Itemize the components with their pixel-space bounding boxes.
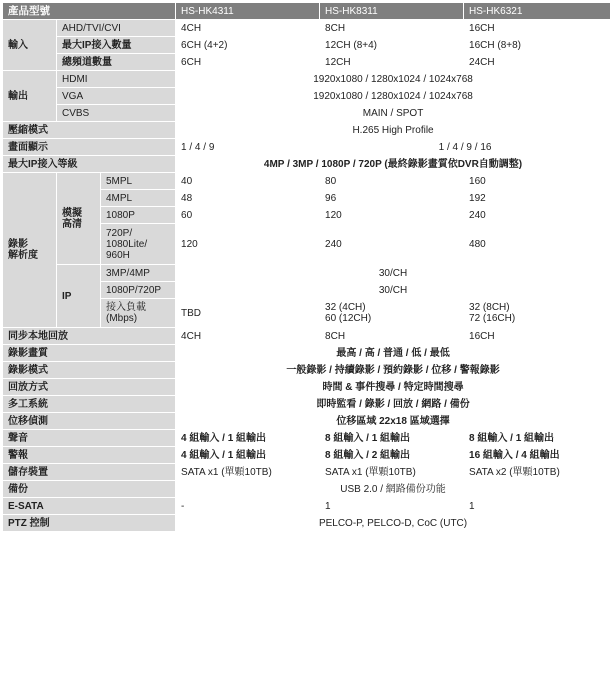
analog-value: 120 xyxy=(176,224,320,265)
model-2: HS-HK8311 xyxy=(320,3,464,20)
rec-mode-value: 一般錄影 / 持續錄影 / 預約錄影 / 位移 / 警報錄影 xyxy=(176,362,611,379)
output-value: MAIN / SPOT xyxy=(176,105,611,122)
output-row-label: VGA xyxy=(57,88,176,105)
esata-value: - xyxy=(176,498,320,515)
analog-value: 40 xyxy=(176,173,320,190)
storage-value: SATA x1 (單顆10TB) xyxy=(320,464,464,481)
analog-value: 240 xyxy=(320,224,464,265)
analog-label: 模擬 高清 xyxy=(57,173,101,265)
input-value: 6CH (4+2) xyxy=(176,37,320,54)
sync-playback-label: 同步本地回放 xyxy=(3,328,176,345)
analog-value: 96 xyxy=(320,190,464,207)
output-value: 1920x1080 / 1280x1024 / 1024x768 xyxy=(176,71,611,88)
display-label: 畫面顯示 xyxy=(3,139,176,156)
multitask-value: 即時監看 / 錄影 / 回放 / 網路 / 備份 xyxy=(176,396,611,413)
audio-label: 聲音 xyxy=(3,430,176,447)
input-value: 12CH xyxy=(320,54,464,71)
model-3: HS-HK6321 xyxy=(464,3,611,20)
input-row-label: 最大IP接入數量 xyxy=(57,37,176,54)
ip-value: 30/CH xyxy=(176,265,611,282)
spec-table xyxy=(2,2,611,532)
ptz-value: PELCO-P, PELCO-D, CoC (UTC) xyxy=(176,515,611,532)
header-title: 產品型號 xyxy=(3,3,176,20)
sync-playback-value: 8CH xyxy=(320,328,464,345)
input-value: 16CH (8+8) xyxy=(464,37,611,54)
esata-value: 1 xyxy=(320,498,464,515)
sync-playback-value: 16CH xyxy=(464,328,611,345)
analog-value: 120 xyxy=(320,207,464,224)
rec-mode-label: 錄影模式 xyxy=(3,362,176,379)
input-group-label: 輸入 xyxy=(3,20,57,71)
storage-value: SATA x1 (單顆10TB) xyxy=(176,464,320,481)
output-row-label: HDMI xyxy=(57,71,176,88)
ip-label: IP xyxy=(57,265,101,328)
sync-playback-value: 4CH xyxy=(176,328,320,345)
ip-value: 32 (8CH) 72 (16CH) xyxy=(464,299,611,328)
rec-quality-label: 錄影畫質 xyxy=(3,345,176,362)
input-value: 6CH xyxy=(176,54,320,71)
alarm-label: 警報 xyxy=(3,447,176,464)
alarm-value: 4 組輸入 / 1 組輸出 xyxy=(176,447,320,464)
rec-quality-value: 最高 / 高 / 普通 / 低 / 最低 xyxy=(176,345,611,362)
analog-row-label: 4MPL xyxy=(101,190,176,207)
motion-label: 位移偵測 xyxy=(3,413,176,430)
analog-value: 192 xyxy=(464,190,611,207)
max-ip-label: 最大IP接入等級 xyxy=(3,156,176,173)
analog-row-label: 720P/ 1080Lite/ 960H xyxy=(101,224,176,265)
output-row-label: CVBS xyxy=(57,105,176,122)
analog-value: 80 xyxy=(320,173,464,190)
analog-row-label: 1080P xyxy=(101,207,176,224)
analog-value: 480 xyxy=(464,224,611,265)
motion-value: 位移區域 22x18 區域選擇 xyxy=(176,413,611,430)
multitask-label: 多工系統 xyxy=(3,396,176,413)
esata-label: E-SATA xyxy=(3,498,176,515)
input-value: 4CH xyxy=(176,20,320,37)
analog-value: 160 xyxy=(464,173,611,190)
analog-value: 240 xyxy=(464,207,611,224)
alarm-value: 16 組輸入 / 4 組輸出 xyxy=(464,447,611,464)
audio-value: 8 組輸入 / 1 組輸出 xyxy=(464,430,611,447)
compression-value: H.265 High Profile xyxy=(176,122,611,139)
input-value: 8CH xyxy=(320,20,464,37)
ip-value: TBD xyxy=(176,299,320,328)
storage-label: 儲存裝置 xyxy=(3,464,176,481)
ptz-label: PTZ 控制 xyxy=(3,515,176,532)
alarm-value: 8 組輸入 / 2 組輸出 xyxy=(320,447,464,464)
ip-row-label: 1080P/720P xyxy=(101,282,176,299)
storage-value: SATA x2 (單顆10TB) xyxy=(464,464,611,481)
output-group-label: 輸出 xyxy=(3,71,57,122)
input-value: 24CH xyxy=(464,54,611,71)
output-value: 1920x1080 / 1280x1024 / 1024x768 xyxy=(176,88,611,105)
input-value: 16CH xyxy=(464,20,611,37)
compression-label: 壓縮模式 xyxy=(3,122,176,139)
max-ip-value: 4MP / 3MP / 1080P / 720P (最終錄影畫質依DVR自動調整) xyxy=(176,156,611,173)
ip-row-label: 3MP/4MP xyxy=(101,265,176,282)
analog-value: 48 xyxy=(176,190,320,207)
display-value-1: 1 / 4 / 9 xyxy=(176,139,320,156)
display-value-2: 1 / 4 / 9 / 16 xyxy=(320,139,611,156)
input-value: 12CH (8+4) xyxy=(320,37,464,54)
audio-value: 4 組輸入 / 1 組輸出 xyxy=(176,430,320,447)
model-1: HS-HK4311 xyxy=(176,3,320,20)
backup-value: USB 2.0 / 網路備份功能 xyxy=(176,481,611,498)
audio-value: 8 組輸入 / 1 組輸出 xyxy=(320,430,464,447)
playback-mode-label: 回放方式 xyxy=(3,379,176,396)
input-row-label: AHD/TVI/CVI xyxy=(57,20,176,37)
ip-value: 30/CH xyxy=(176,282,611,299)
playback-mode-value: 時間 & 事件搜尋 / 特定時間搜尋 xyxy=(176,379,611,396)
analog-row-label: 5MPL xyxy=(101,173,176,190)
input-row-label: 總頻道數量 xyxy=(57,54,176,71)
ip-row-label: 接入負載 (Mbps) xyxy=(101,299,176,328)
ip-value: 32 (4CH) 60 (12CH) xyxy=(320,299,464,328)
esata-value: 1 xyxy=(464,498,611,515)
recording-group-label: 錄影 解析度 xyxy=(3,173,57,328)
analog-value: 60 xyxy=(176,207,320,224)
backup-label: 備份 xyxy=(3,481,176,498)
